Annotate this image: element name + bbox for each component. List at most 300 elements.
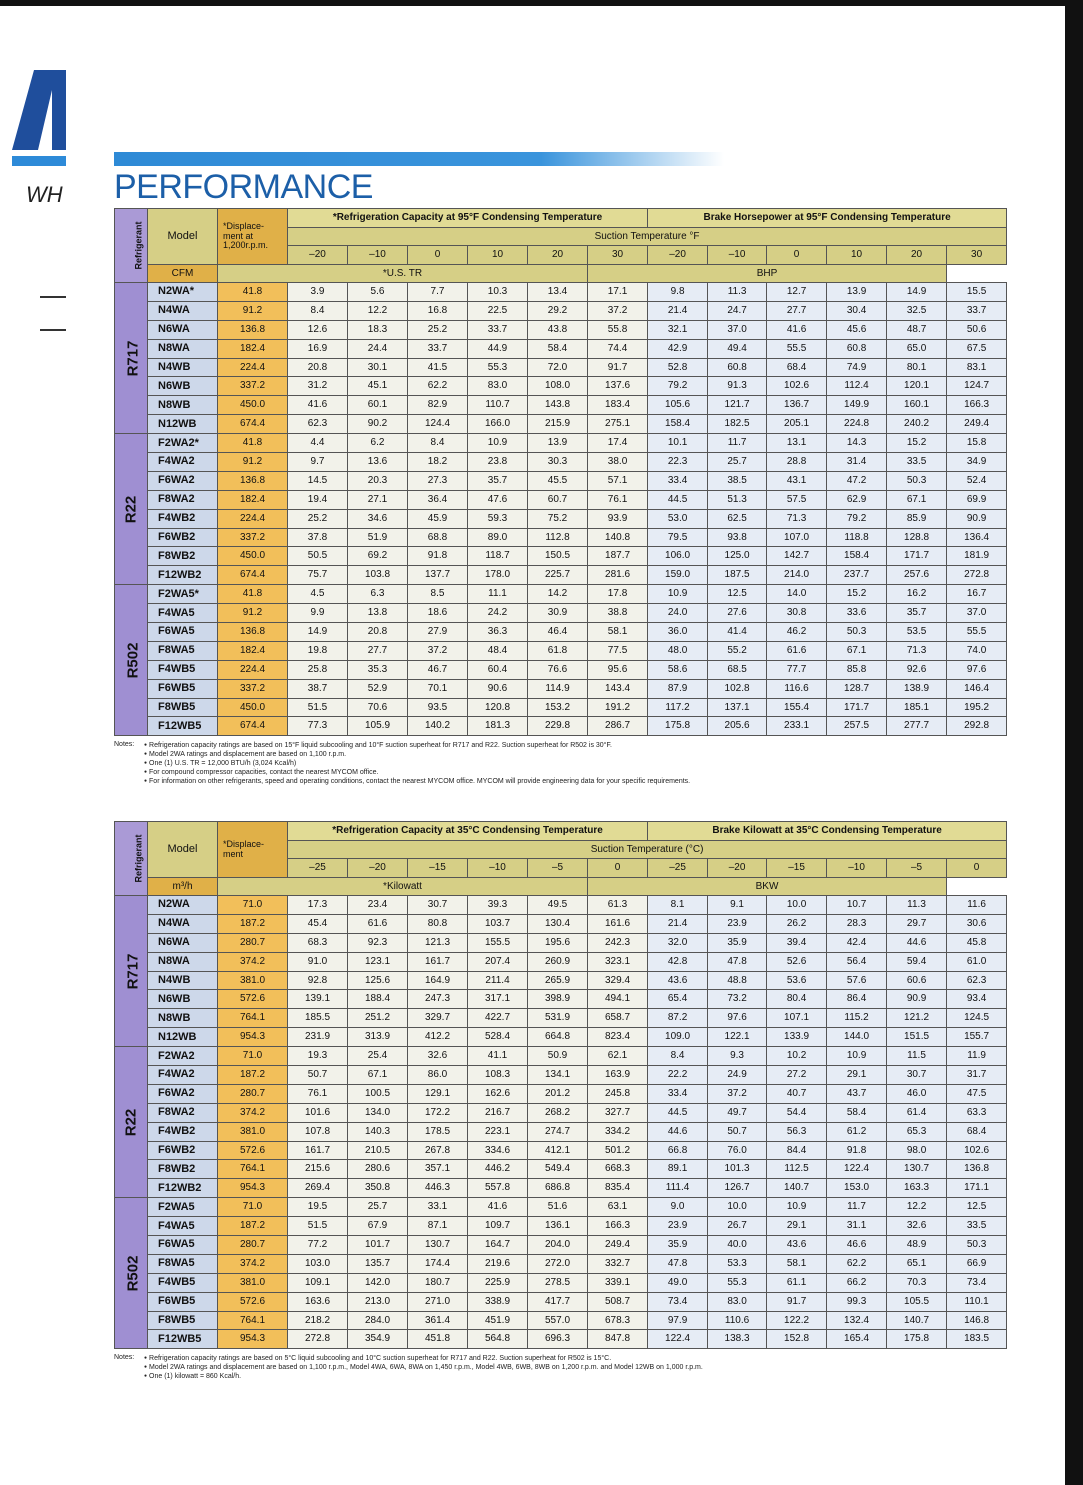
note-item: ● Refrigeration capacity ratings are based on 15°F liquid subcooling and 10°F suction superheat for R717 and R22. Suction superheat for R502 is 30°F. <box>144 741 994 750</box>
power-cell: 121.7 <box>708 396 767 415</box>
capacity-cell: 62.1 <box>588 1047 648 1066</box>
capacity-cell: 105.9 <box>348 717 408 736</box>
power-cell: 47.5 <box>947 1084 1007 1103</box>
capacity-cell: 260.9 <box>528 952 588 971</box>
capacity-cell: 229.8 <box>528 717 588 736</box>
table-row <box>115 679 1007 698</box>
capacity-cell: 60.1 <box>348 396 408 415</box>
capacity-cell: 174.4 <box>408 1254 468 1273</box>
capacity-temp-header: 0 <box>588 859 648 878</box>
power-cell: 48.8 <box>708 971 767 990</box>
power-cell: 53.5 <box>887 623 947 642</box>
capacity-cell: 557.0 <box>528 1311 588 1330</box>
capacity-cell: 13.6 <box>348 453 408 472</box>
power-cell: 48.9 <box>887 1236 947 1255</box>
model-cell: F6WA2 <box>148 1084 218 1103</box>
model-cell: F4WA5 <box>148 1217 218 1236</box>
capacity-cell: 121.3 <box>408 933 468 952</box>
capacity-cell: 163.9 <box>588 1066 648 1085</box>
power-cell: 26.7 <box>708 1217 767 1236</box>
capacity-cell: 451.9 <box>468 1311 528 1330</box>
power-cell: 30.8 <box>767 604 827 623</box>
power-cell: 32.1 <box>648 320 708 339</box>
capacity-cell: 41.6 <box>468 1198 528 1217</box>
displacement-cell: 954.3 <box>218 1179 288 1198</box>
power-cell: 67.1 <box>887 490 947 509</box>
power-cell: 10.9 <box>648 585 708 604</box>
power-cell: 43.7 <box>827 1084 887 1103</box>
model-cell: N12WB <box>148 415 218 434</box>
power-cell: 61.6 <box>767 641 827 660</box>
power-cell: 57.5 <box>767 490 827 509</box>
displacement-cell: 764.1 <box>218 1311 288 1330</box>
capacity-cell: 317.1 <box>468 990 528 1009</box>
capacity-cell: 339.1 <box>588 1273 648 1292</box>
table-row <box>115 415 1007 434</box>
capacity-cell: 45.1 <box>348 377 408 396</box>
capacity-cell: 528.4 <box>468 1028 528 1047</box>
power-temp-header: –15 <box>767 859 827 878</box>
refrigerant-group-label: R502 <box>115 585 148 736</box>
capacity-cell: 549.4 <box>528 1160 588 1179</box>
power-cell: 25.7 <box>708 453 767 472</box>
refrigerant-group-label: R717 <box>115 283 148 434</box>
capacity-cell: 247.3 <box>408 990 468 1009</box>
power-cell: 68.4 <box>947 1122 1007 1141</box>
capacity-cell: 134.0 <box>348 1103 408 1122</box>
power-cell: 61.1 <box>767 1273 827 1292</box>
power-cell: 11.6 <box>947 896 1007 915</box>
power-cell: 146.8 <box>947 1311 1007 1330</box>
power-cell: 37.0 <box>708 320 767 339</box>
model-cell: N4WA <box>148 301 218 320</box>
power-cell: 133.9 <box>767 1028 827 1047</box>
power-cell: 136.8 <box>947 1160 1007 1179</box>
capacity-temp-header: –10 <box>468 859 528 878</box>
power-cell: 79.2 <box>827 509 887 528</box>
model-cell: F12WB5 <box>148 1330 218 1349</box>
power-cell: 11.5 <box>887 1047 947 1066</box>
capacity-cell: 75.7 <box>288 566 348 585</box>
capacity-cell: 61.6 <box>348 914 408 933</box>
power-cell: 42.4 <box>827 933 887 952</box>
capacity-cell: 201.2 <box>528 1084 588 1103</box>
power-cell: 240.2 <box>887 415 947 434</box>
table-row <box>115 1292 1007 1311</box>
displacement-cell: 674.4 <box>218 415 288 434</box>
capacity-cell: 76.1 <box>288 1084 348 1103</box>
capacity-unit: *U.S. TR <box>218 265 588 283</box>
refrigerant-column-header: Refrigerant <box>115 822 148 896</box>
power-cell: 69.9 <box>947 490 1007 509</box>
power-cell: 62.9 <box>827 490 887 509</box>
power-cell: 29.1 <box>827 1066 887 1085</box>
table-row <box>115 1084 1007 1103</box>
displacement-cell: 764.1 <box>218 1009 288 1028</box>
capacity-cell: 11.1 <box>468 585 528 604</box>
capacity-cell: 181.3 <box>468 717 528 736</box>
refrigerant-group-label: R717 <box>115 896 148 1047</box>
power-cell: 128.8 <box>887 528 947 547</box>
power-cell: 10.2 <box>767 1047 827 1066</box>
power-cell: 56.4 <box>827 952 887 971</box>
capacity-cell: 5.6 <box>348 283 408 302</box>
power-cell: 12.5 <box>708 585 767 604</box>
power-cell: 55.2 <box>708 641 767 660</box>
model-cell: F6WB5 <box>148 1292 218 1311</box>
capacity-cell: 284.0 <box>348 1311 408 1330</box>
power-cell: 44.5 <box>648 490 708 509</box>
model-cell: F2WA2 <box>148 1047 218 1066</box>
power-temp-header: –25 <box>648 859 708 878</box>
logo-text: WH <box>26 182 63 207</box>
capacity-cell: 37.8 <box>288 528 348 547</box>
capacity-cell: 14.2 <box>528 585 588 604</box>
power-cell: 62.2 <box>827 1254 887 1273</box>
power-cell: 13.1 <box>767 434 827 453</box>
capacity-cell: 57.1 <box>588 471 648 490</box>
power-cell: 35.9 <box>708 933 767 952</box>
power-cell: 292.8 <box>947 717 1007 736</box>
note-item: ● Model 2WA ratings and displacement are based on 1,100 r.p.m., Model 4WA, 6WA, 8WA on 1,450 r.p.m., Model 4WB, 6WB, 8WB on 1,200 r.p.m. and Model 12WB on 1,000 r.p.m. <box>144 1363 994 1372</box>
power-cell: 14.9 <box>887 283 947 302</box>
displacement-cell: 337.2 <box>218 377 288 396</box>
displacement-cell: 280.7 <box>218 1084 288 1103</box>
power-cell: 71.3 <box>767 509 827 528</box>
power-cell: 45.8 <box>947 933 1007 952</box>
model-cell: N8WA <box>148 952 218 971</box>
displacement-cell: 280.7 <box>218 933 288 952</box>
displacement-cell: 136.8 <box>218 471 288 490</box>
power-cell: 40.7 <box>767 1084 827 1103</box>
capacity-cell: 70.1 <box>408 679 468 698</box>
page-title: PERFORMANCE <box>114 168 373 206</box>
capacity-cell: 134.1 <box>528 1066 588 1085</box>
power-cell: 63.3 <box>947 1103 1007 1122</box>
capacity-cell: 18.6 <box>408 604 468 623</box>
capacity-cell: 14.9 <box>288 623 348 642</box>
table-row <box>115 434 1007 453</box>
power-cell: 65.3 <box>887 1122 947 1141</box>
power-cell: 66.8 <box>648 1141 708 1160</box>
capacity-cell: 49.5 <box>528 896 588 915</box>
power-cell: 92.6 <box>887 660 947 679</box>
displacement-cell: 954.3 <box>218 1028 288 1047</box>
note-item: ● One (1) kilowatt = 860 Kcal/h. <box>144 1372 994 1381</box>
capacity-cell: 357.1 <box>408 1160 468 1179</box>
capacity-cell: 557.8 <box>468 1179 528 1198</box>
power-cell: 48.0 <box>648 641 708 660</box>
power-cell: 11.3 <box>887 896 947 915</box>
power-cell: 42.8 <box>648 952 708 971</box>
power-cell: 171.7 <box>887 547 947 566</box>
capacity-cell: 155.5 <box>468 933 528 952</box>
power-cell: 79.5 <box>648 528 708 547</box>
capacity-cell: 82.9 <box>408 396 468 415</box>
power-cell: 151.5 <box>887 1028 947 1047</box>
capacity-cell: 313.9 <box>348 1028 408 1047</box>
power-cell: 62.3 <box>947 971 1007 990</box>
power-cell: 47.8 <box>648 1254 708 1273</box>
power-cell: 50.7 <box>708 1122 767 1141</box>
power-cell: 57.6 <box>827 971 887 990</box>
capacity-cell: 19.4 <box>288 490 348 509</box>
table-row <box>115 1066 1007 1085</box>
table-row <box>115 1273 1007 1292</box>
capacity-cell: 44.9 <box>468 339 528 358</box>
power-cell: 90.9 <box>887 990 947 1009</box>
power-cell: 10.9 <box>767 1198 827 1217</box>
power-cell: 12.5 <box>947 1198 1007 1217</box>
power-cell: 158.4 <box>648 415 708 434</box>
capacity-cell: 114.9 <box>528 679 588 698</box>
capacity-cell: 45.9 <box>408 509 468 528</box>
capacity-cell: 33.7 <box>468 320 528 339</box>
power-cell: 55.5 <box>947 623 1007 642</box>
capacity-cell: 267.8 <box>408 1141 468 1160</box>
table-row <box>115 528 1007 547</box>
power-cell: 53.0 <box>648 509 708 528</box>
capacity-cell: 20.3 <box>348 471 408 490</box>
capacity-cell: 329.7 <box>408 1009 468 1028</box>
power-cell: 115.2 <box>827 1009 887 1028</box>
power-cell: 124.5 <box>947 1009 1007 1028</box>
model-cell: N4WA <box>148 914 218 933</box>
power-cell: 165.4 <box>827 1330 887 1349</box>
table-row <box>115 396 1007 415</box>
capacity-cell: 19.8 <box>288 641 348 660</box>
power-cell: 120.1 <box>887 377 947 396</box>
power-cell: 83.0 <box>708 1292 767 1311</box>
power-cell: 23.9 <box>648 1217 708 1236</box>
power-cell: 195.2 <box>947 698 1007 717</box>
power-cell: 132.4 <box>827 1311 887 1330</box>
displacement-cell: 280.7 <box>218 1236 288 1255</box>
capacity-cell: 109.1 <box>288 1273 348 1292</box>
capacity-cell: 13.4 <box>528 283 588 302</box>
capacity-cell: 225.7 <box>528 566 588 585</box>
power-cell: 67.1 <box>827 641 887 660</box>
refrigerant-group-label: R22 <box>115 1047 148 1198</box>
model-cell: F12WB2 <box>148 566 218 585</box>
power-cell: 36.0 <box>648 623 708 642</box>
side-mark <box>40 296 66 298</box>
power-cell: 55.5 <box>767 339 827 358</box>
capacity-cell: 63.1 <box>588 1198 648 1217</box>
power-cell: 214.0 <box>767 566 827 585</box>
model-cell: N2WA <box>148 896 218 915</box>
model-cell: F2WA5 <box>148 1198 218 1217</box>
capacity-cell: 27.7 <box>348 641 408 660</box>
capacity-cell: 34.6 <box>348 509 408 528</box>
table-row <box>115 698 1007 717</box>
model-cell: F4WA5 <box>148 604 218 623</box>
displacement-cell: 381.0 <box>218 1273 288 1292</box>
power-cell: 140.7 <box>887 1311 947 1330</box>
model-cell: F6WA5 <box>148 623 218 642</box>
note-item: ● Model 2WA ratings and displacement are based on 1,100 r.p.m. <box>144 750 994 759</box>
capacity-cell: 60.7 <box>528 490 588 509</box>
power-cell: 58.1 <box>767 1254 827 1273</box>
power-cell: 185.1 <box>887 698 947 717</box>
power-cell: 54.4 <box>767 1103 827 1122</box>
capacity-cell: 58.1 <box>588 623 648 642</box>
table-row <box>115 1141 1007 1160</box>
capacity-cell: 51.5 <box>288 1217 348 1236</box>
power-cell: 74.0 <box>947 641 1007 660</box>
capacity-cell: 120.8 <box>468 698 528 717</box>
displacement-cell: 954.3 <box>218 1330 288 1349</box>
model-cell: F8WB2 <box>148 547 218 566</box>
power-cell: 27.7 <box>767 301 827 320</box>
power-cell: 56.3 <box>767 1122 827 1141</box>
model-cell: F8WA2 <box>148 490 218 509</box>
displacement-cell: 674.4 <box>218 717 288 736</box>
capacity-cell: 46.7 <box>408 660 468 679</box>
power-cell: 183.5 <box>947 1330 1007 1349</box>
capacity-cell: 272.0 <box>528 1254 588 1273</box>
capacity-cell: 124.4 <box>408 415 468 434</box>
capacity-cell: 103.8 <box>348 566 408 585</box>
power-cell: 31.7 <box>947 1066 1007 1085</box>
power-cell: 15.5 <box>947 283 1007 302</box>
capacity-cell: 9.7 <box>288 453 348 472</box>
capacity-cell: 678.3 <box>588 1311 648 1330</box>
power-cell: 67.5 <box>947 339 1007 358</box>
power-cell: 50.3 <box>827 623 887 642</box>
capacity-cell: 7.7 <box>408 283 468 302</box>
capacity-cell: 46.4 <box>528 623 588 642</box>
capacity-cell: 412.1 <box>528 1141 588 1160</box>
performance-table-metric <box>114 821 1007 1349</box>
capacity-cell: 103.0 <box>288 1254 348 1273</box>
power-cell: 187.5 <box>708 566 767 585</box>
power-cell: 97.6 <box>947 660 1007 679</box>
suction-temperature-header: Suction Temperature (°C) <box>288 841 1007 859</box>
capacity-cell: 350.8 <box>348 1179 408 1198</box>
capacity-cell: 329.4 <box>588 971 648 990</box>
model-cell: F4WA2 <box>148 1066 218 1085</box>
power-cell: 53.6 <box>767 971 827 990</box>
power-cell: 32.5 <box>887 301 947 320</box>
capacity-cell: 172.2 <box>408 1103 468 1122</box>
power-cell: 52.6 <box>767 952 827 971</box>
power-cell: 181.9 <box>947 547 1007 566</box>
model-cell: F6WA5 <box>148 1236 218 1255</box>
power-cell: 65.0 <box>887 339 947 358</box>
capacity-cell: 62.2 <box>408 377 468 396</box>
capacity-cell: 91.0 <box>288 952 348 971</box>
capacity-cell: 272.8 <box>288 1330 348 1349</box>
model-cell: F8WB2 <box>148 1160 218 1179</box>
power-cell: 80.1 <box>887 358 947 377</box>
power-cell: 105.6 <box>648 396 708 415</box>
capacity-cell: 59.3 <box>468 509 528 528</box>
power-cell: 158.4 <box>827 547 887 566</box>
displacement-cell: 450.0 <box>218 396 288 415</box>
capacity-cell: 20.8 <box>348 623 408 642</box>
power-cell: 73.2 <box>708 990 767 1009</box>
power-cell: 44.5 <box>648 1103 708 1122</box>
power-cell: 107.1 <box>767 1009 827 1028</box>
model-cell: N4WB <box>148 971 218 990</box>
power-cell: 16.7 <box>947 585 1007 604</box>
power-cell: 34.9 <box>947 453 1007 472</box>
capacity-cell: 8.4 <box>408 434 468 453</box>
capacity-cell: 101.6 <box>288 1103 348 1122</box>
capacity-cell: 55.3 <box>468 358 528 377</box>
power-cell: 12.7 <box>767 283 827 302</box>
table-row <box>115 1198 1007 1217</box>
power-cell: 38.5 <box>708 471 767 490</box>
power-temp-header: –20 <box>648 246 708 265</box>
power-cell: 43.6 <box>767 1236 827 1255</box>
power-cell: 33.5 <box>947 1217 1007 1236</box>
displacement-cell: 187.2 <box>218 1217 288 1236</box>
power-cell: 55.3 <box>708 1273 767 1292</box>
power-cell: 52.8 <box>648 358 708 377</box>
power-cell: 42.9 <box>648 339 708 358</box>
power-cell: 98.0 <box>887 1141 947 1160</box>
capacity-cell: 77.2 <box>288 1236 348 1255</box>
power-cell: 21.4 <box>648 301 708 320</box>
capacity-cell: 332.7 <box>588 1254 648 1273</box>
power-cell: 89.1 <box>648 1160 708 1179</box>
power-cell: 74.9 <box>827 358 887 377</box>
capacity-cell: 178.0 <box>468 566 528 585</box>
capacity-cell: 140.2 <box>408 717 468 736</box>
capacity-cell: 161.6 <box>588 914 648 933</box>
power-cell: 22.3 <box>648 453 708 472</box>
table-row <box>115 377 1007 396</box>
power-cell: 97.6 <box>708 1009 767 1028</box>
power-cell: 146.4 <box>947 679 1007 698</box>
power-cell: 85.8 <box>827 660 887 679</box>
capacity-cell: 3.9 <box>288 283 348 302</box>
power-cell: 9.1 <box>708 896 767 915</box>
model-cell: F6WB2 <box>148 528 218 547</box>
capacity-cell: 68.3 <box>288 933 348 952</box>
power-cell: 15.2 <box>887 434 947 453</box>
capacity-cell: 25.8 <box>288 660 348 679</box>
capacity-cell: 188.4 <box>348 990 408 1009</box>
power-cell: 171.7 <box>827 698 887 717</box>
power-cell: 111.4 <box>648 1179 708 1198</box>
capacity-cell: 23.8 <box>468 453 528 472</box>
power-cell: 84.4 <box>767 1141 827 1160</box>
capacity-cell: 664.8 <box>528 1028 588 1047</box>
capacity-cell: 14.5 <box>288 471 348 490</box>
power-cell: 257.6 <box>887 566 947 585</box>
table-row <box>115 1330 1007 1349</box>
table-row <box>115 283 1007 302</box>
capacity-cell: 55.8 <box>588 320 648 339</box>
capacity-cell: 180.7 <box>408 1273 468 1292</box>
table-row <box>115 623 1007 642</box>
capacity-cell: 130.4 <box>528 914 588 933</box>
capacity-cell: 451.8 <box>408 1330 468 1349</box>
company-logo-mark <box>12 70 66 166</box>
power-cell: 41.6 <box>767 320 827 339</box>
displacement-cell: 374.2 <box>218 952 288 971</box>
power-cell: 11.9 <box>947 1047 1007 1066</box>
power-cell: 91.8 <box>827 1141 887 1160</box>
capacity-cell: 33.7 <box>408 339 468 358</box>
capacity-cell: 77.5 <box>588 641 648 660</box>
power-cell: 35.9 <box>648 1236 708 1255</box>
model-cell: N6WA <box>148 320 218 339</box>
power-cell: 122.4 <box>827 1160 887 1179</box>
